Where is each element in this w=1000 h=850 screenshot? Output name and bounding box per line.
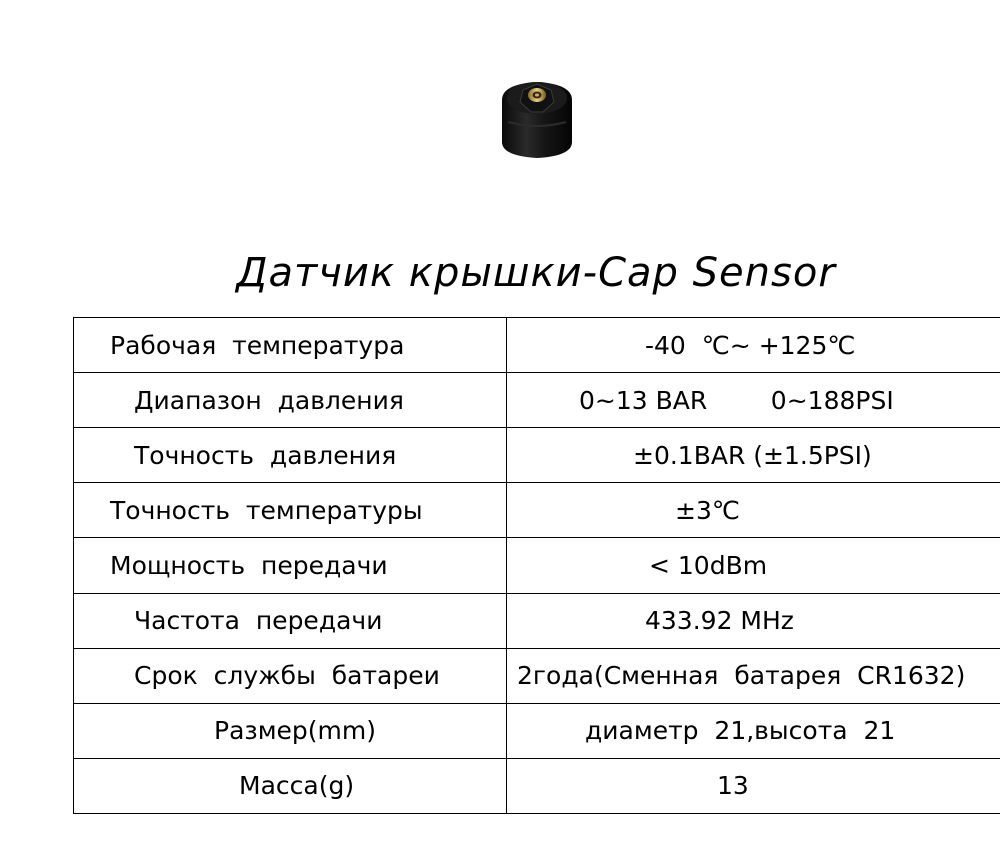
spec-label: Точность давления	[74, 428, 507, 483]
table-row	[74, 318, 1000, 373]
spec-value: ±0.1BAR (±1.5PSI)	[507, 428, 1000, 483]
table-row	[74, 703, 1000, 758]
spec-value: 433.92 MHz	[507, 593, 1000, 648]
table-row	[74, 483, 1000, 538]
spec-label: Рабочая температура	[74, 318, 507, 373]
page-title: Датчик крышки-Cap Sensor	[236, 250, 836, 296]
cap-sensor-image	[496, 70, 578, 160]
spec-label: Размер(mm)	[74, 703, 507, 758]
spec-label: Частота передачи	[74, 593, 507, 648]
spec-value: ±3℃	[507, 483, 1000, 538]
table-row	[74, 758, 1000, 813]
table-row	[74, 648, 1000, 703]
table-row	[74, 373, 1000, 428]
table-row	[74, 428, 1000, 483]
table-row	[74, 593, 1000, 648]
spec-value: -40 ℃~ +125℃	[507, 318, 1000, 373]
spec-value: 0~13 BAR 0~188PSI	[507, 373, 1000, 428]
spec-label: Мощность передачи	[74, 538, 507, 593]
spec-label: Диапазон давления	[74, 373, 507, 428]
spec-value: 2года(Сменная батарея CR1632)	[507, 648, 1000, 703]
spec-label: Точность температуры	[74, 483, 507, 538]
table-row	[74, 538, 1000, 593]
spec-value: < 10dBm	[507, 538, 1000, 593]
spec-label: Срок службы батареи	[74, 648, 507, 703]
spec-table	[73, 317, 1000, 814]
spec-label: Масса(g)	[74, 758, 507, 813]
spec-value: 13	[507, 758, 1000, 813]
spec-value: диаметр 21,высота 21	[507, 703, 1000, 758]
